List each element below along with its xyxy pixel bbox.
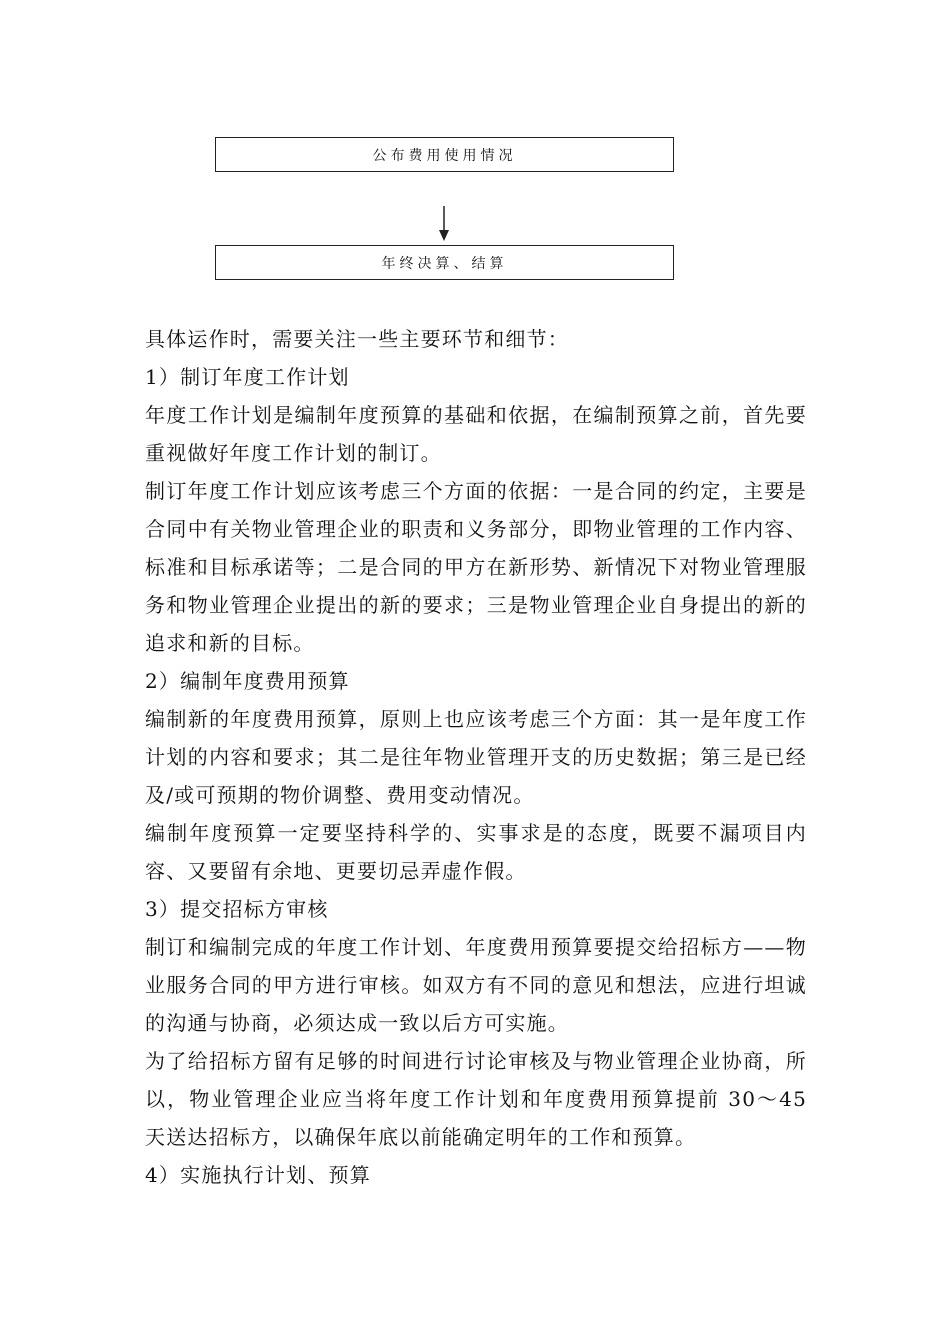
body-paragraph: 制订年度工作计划应该考虑三个方面的依据：一是合同的约定，主要是合同中有关物业管理企业的职责和义务部分，即物业管理的工作内容、标准和目标承诺等；二是合同的甲方在新形势、新情况下对物业管理服务和物业管理企业提出的新的要求；三是物业管理企业自身提出的新的追求和新的目标。 [145,479,807,655]
intro-paragraph: 具体运作时，需要关注一些主要环节和细节： [145,327,569,351]
flowchart-step-publish-expenses [215,137,674,172]
flowchart-step-year-end-settlement [215,245,674,280]
body-paragraph: 编制新的年度费用预算，原则上也应该考虑三个方面：其一是年度工作计划的内容和要求；其二是往年物业管理开支的历史数据；第三是已经及/或可预期的物价调整、费用变动情况。 [145,707,807,807]
document-body [145,320,807,1194]
flow-arrow-down-icon [437,206,451,242]
section-heading-2: 2）编制年度费用预算 [145,669,350,693]
body-paragraph: 编制年度预算一定要坚持科学的、实事求是的态度，既要不漏项目内容、又要留有余地、更要切忌弄虚作假。 [145,821,807,883]
flowchart-step-label: 年终决算、结算 [381,255,508,272]
section-heading-3: 3）提交招标方审核 [145,897,329,921]
body-paragraph: 年度工作计划是编制年度预算的基础和依据，在编制预算之前，首先要重视做好年度工作计划的制订。 [145,403,807,465]
section-heading-4: 4）实施执行计划、预算 [145,1163,371,1187]
flowchart-step-label: 公布费用使用情况 [372,147,517,164]
section-heading-1: 1）制订年度工作计划 [145,365,350,389]
body-paragraph: 制订和编制完成的年度工作计划、年度费用预算要提交给招标方——物业服务合同的甲方进行审核。如双方有不同的意见和想法，应进行坦诚的沟通与协商，必须达成一致以后方可实施。 [145,935,807,1035]
body-paragraph: 为了给招标方留有足够的时间进行讨论审核及与物业管理企业协商，所以，物业管理企业应当将年度工作计划和年度费用预算提前 30～45 天送达招标方，以确保年底以前能确定明年的工作和预算。 [145,1049,807,1149]
